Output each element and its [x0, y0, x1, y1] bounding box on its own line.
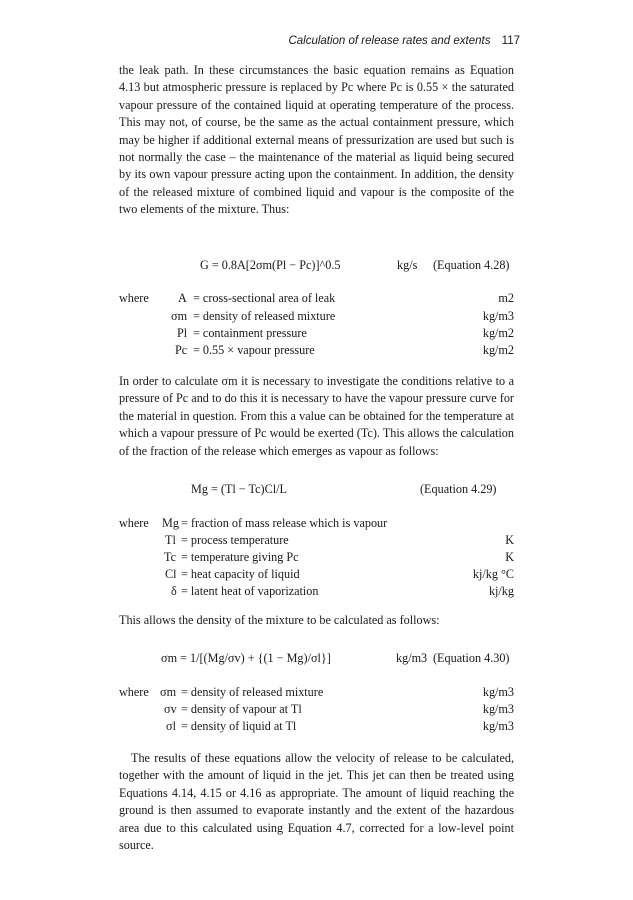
definition-row	[119, 584, 514, 601]
definition-symbol: σv	[164, 702, 177, 716]
definition-symbol: σm	[160, 685, 177, 699]
definition-text: = latent heat of vaporization	[181, 584, 319, 598]
definition-symbol: A	[178, 291, 187, 305]
header-title: Calculation of release rates and extents	[288, 35, 491, 47]
definition-text: = density of released mixture	[181, 685, 324, 699]
definition-text: = 0.55 × vapour pressure	[193, 343, 315, 357]
equation-4-28-label: (Equation 4.28)	[433, 258, 510, 272]
equation-4-29-label: (Equation 4.29)	[420, 482, 497, 496]
definition-text: = process temperature	[181, 533, 289, 547]
paragraph-4: The results of these equations allow the velocity of release to be calculated, together with the amount of liquid in the jet. This jet can then be treated using Equations 4.14, 4.15 or 4.16 as appropriate. The amount of liquid reaching the ground is then assumed to evaporate instantly and the extent of the hazardous area due to this calculated using Equation 4.7, corrected for a low-level point source.	[119, 751, 514, 853]
definition-text: = density of released mixture	[193, 309, 336, 323]
definition-symbol: Tc	[164, 550, 177, 564]
definition-text: = density of liquid at Tl	[181, 719, 297, 733]
equation-4-30-label: (Equation 4.30)	[433, 651, 510, 665]
definition-unit: kj/kg °C	[472, 567, 514, 581]
definition-symbol: Tl	[165, 533, 176, 547]
equation-4-28: G = 0.8A[2σm(Pl − Pc)]^0.5	[200, 258, 341, 272]
where-label: where	[119, 291, 149, 305]
definition-symbol: Pl	[177, 326, 188, 340]
equation-4-30: σm = 1/[(Mg/σv) + {(1 − Mg)/σl}]	[161, 651, 331, 665]
definition-unit: kg/m3	[482, 685, 514, 699]
definition-text: = temperature giving Pc	[181, 550, 299, 564]
definition-row	[119, 567, 514, 584]
definition-text: = containment pressure	[193, 326, 307, 340]
definition-symbol: σm	[171, 309, 188, 323]
definition-text: = fraction of mass release which is vapour	[181, 516, 388, 530]
definition-row	[119, 533, 514, 550]
paragraph-3: This allows the density of the mixture to be calculated as follows:	[119, 613, 440, 627]
definition-row	[119, 550, 514, 567]
definition-row	[119, 326, 514, 343]
equation-4-28-unit: kg/s	[397, 258, 418, 272]
definition-text: = density of vapour at Tl	[181, 702, 302, 716]
definition-unit: kg/m3	[482, 309, 514, 323]
definition-text: = cross-sectional area of leak	[193, 291, 336, 305]
where-label: where	[119, 516, 149, 530]
definition-row	[119, 291, 514, 308]
definition-unit: m2	[498, 291, 514, 305]
where-label: where	[119, 685, 149, 699]
equation-4-29: Mg = (Tl − Tc)Cl/L	[191, 482, 287, 496]
paragraph-2: In order to calculate σm it is necessary to investigate the conditions relative to a pressure of Pc and to do this it is necessary to have the vapour pressure curve for the material in question. From this a value can be obtained for the temperature at which a vapour pressure of Pc would be exerted (Tc). This allows the calculation of the fraction of the release which emerges as vapour as follows:	[119, 374, 514, 458]
definition-unit: kj/kg	[488, 584, 514, 598]
definition-unit: kg/m3	[482, 719, 514, 733]
definition-row	[119, 719, 514, 736]
definition-symbol: Cl	[165, 567, 177, 581]
definition-row	[119, 516, 514, 533]
definition-unit: kg/m2	[482, 326, 514, 340]
running-header	[0, 35, 520, 47]
definition-symbol: σl	[166, 719, 176, 733]
definition-unit: kg/m3	[482, 702, 514, 716]
definition-text: = heat capacity of liquid	[181, 567, 300, 581]
definition-unit: K	[505, 533, 514, 547]
equation-4-30-unit: kg/m3	[396, 651, 428, 665]
definition-symbol: Mg	[162, 516, 179, 530]
page-number: 117	[501, 35, 520, 47]
definition-row	[119, 702, 514, 719]
definition-unit: K	[505, 550, 514, 564]
definition-row	[119, 309, 514, 326]
definition-row	[119, 343, 514, 360]
paragraph-1: the leak path. In these circumstances the basic equation remains as Equation 4.13 but atmospheric pressure is replaced by Pc where Pc is 0.55 × the saturated vapour pressure of the contained liquid at operating temperature of the process. This may not, of course, be the same as the actual containment pressure, which may be higher if additional external means of pressurization are used but such is not normally the case – the maintenance of the material as liquid being secured by its own vapour pressure acting upon the containment. In addition, the density of the released mixture of combined liquid and vapour is the composite of the two elements of the mixture. Thus:	[119, 63, 514, 217]
definition-unit: kg/m2	[482, 343, 514, 357]
definition-symbol: Pc	[175, 343, 188, 357]
definition-row	[119, 685, 514, 702]
definition-symbol: δ	[171, 584, 177, 598]
